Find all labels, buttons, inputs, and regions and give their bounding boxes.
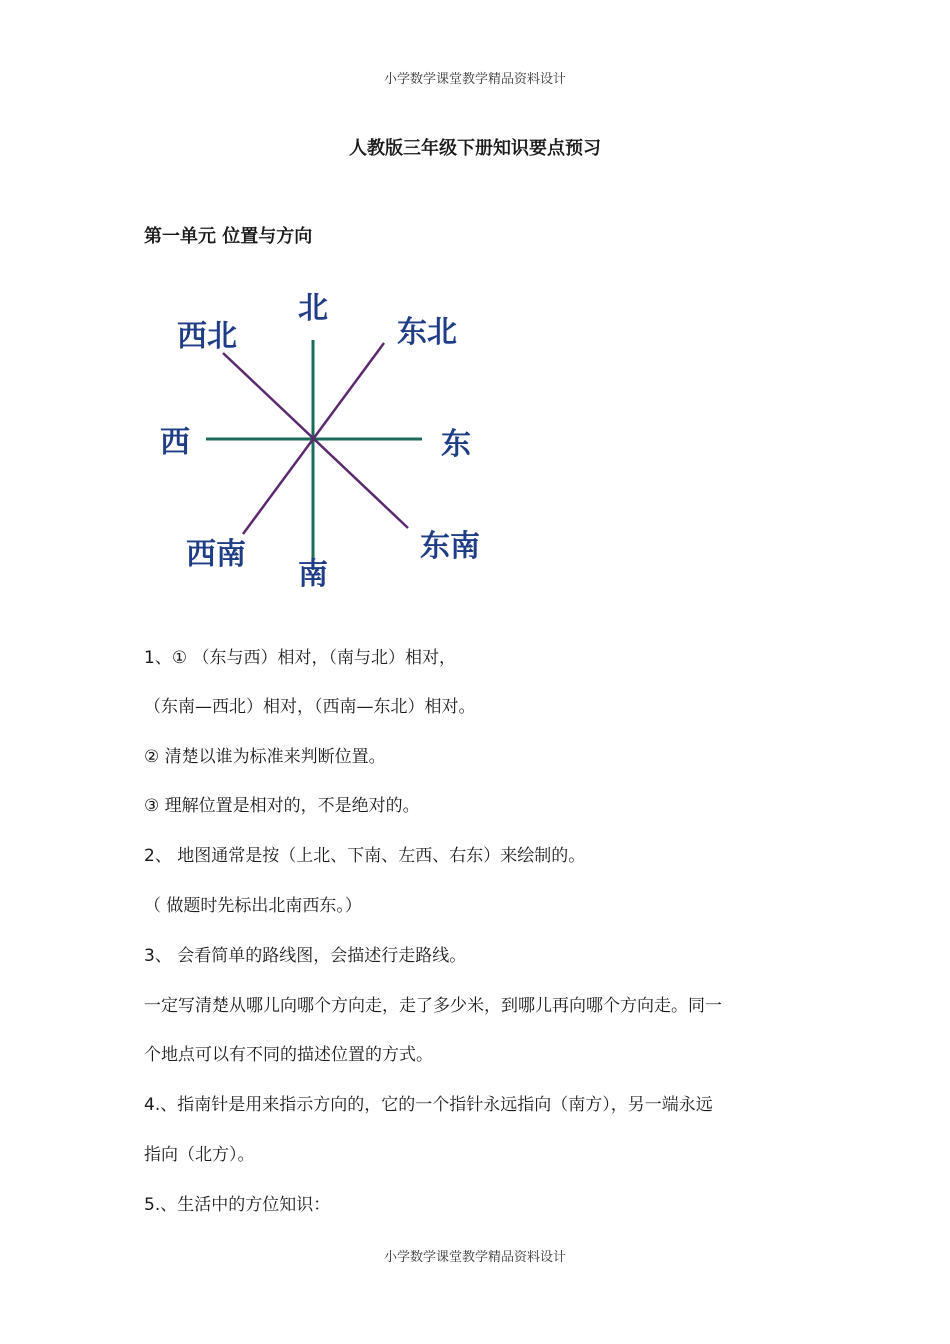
label-north: 北 <box>298 291 328 326</box>
label-west: 西 <box>160 425 190 460</box>
document-title: 人教版三年级下册知识要点预习 <box>349 138 601 159</box>
label-southwest: 西南 <box>186 537 246 572</box>
text-line: 5.、生活中的方位知识： <box>144 1195 331 1215</box>
label-southeast: 东南 <box>420 529 480 564</box>
text-line: 4.、指南针是用来指示方向的，它的一个指针永远指向（南方），另一端永远 <box>144 1095 713 1115</box>
text-line: 2、 地图通常是按（上北、下南、左西、右东）来绘制的。 <box>144 846 586 866</box>
text-line: 3、 会看简单的路线图，会描述行走路线。 <box>144 946 467 966</box>
text-line: （东南—西北）相对，（西南—东北）相对。 <box>144 697 476 717</box>
section-heading: 第一单元 位置与方向 <box>144 226 313 247</box>
text-line: 一定写清楚从哪儿向哪个方向走，走了多少米，到哪儿再向哪个方向走。同一 <box>144 996 722 1016</box>
text-line: 1、① （东与西）相对，（南与北）相对， <box>144 648 456 668</box>
text-line: ③ 理解位置是相对的，不是绝对的。 <box>144 796 420 816</box>
label-northeast: 东北 <box>397 315 457 350</box>
text-line: 个地点可以有不同的描述位置的方式。 <box>144 1045 433 1065</box>
compass-diagram <box>140 280 520 624</box>
text-line: （ 做题时先标出北南西东。） <box>144 896 362 916</box>
text-line: 指向（北方）。 <box>144 1145 255 1165</box>
label-south: 南 <box>298 557 328 592</box>
page-footer-note: 小学数学课堂教学精品资料设计 <box>383 1250 566 1265</box>
text-line: ② 清楚以谁为标准来判断位置。 <box>144 747 386 767</box>
label-northwest: 西北 <box>177 319 237 354</box>
label-east: 东 <box>441 427 471 462</box>
page-header-note: 小学数学课堂教学精品资料设计 <box>383 72 566 87</box>
